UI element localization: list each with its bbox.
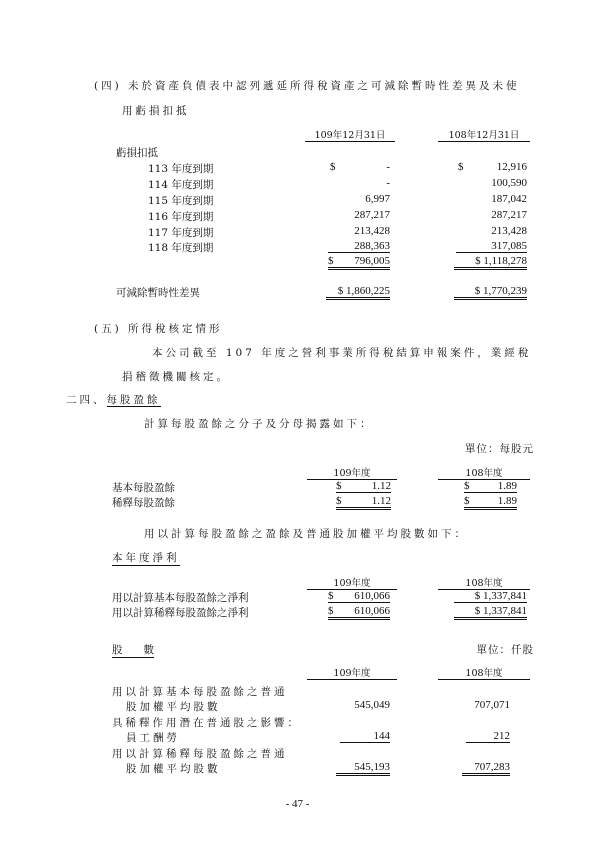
- basic-profit-2019: $ 1,337,841: [454, 590, 527, 603]
- basic-eps-2020: [336, 480, 391, 493]
- net-profit-title: 本年度淨利: [112, 552, 180, 564]
- dollar-sign: $: [336, 495, 342, 507]
- basic-shares-2019: 707,071: [474, 699, 510, 711]
- row-value-2019: 12,916: [496, 161, 527, 173]
- basic-shares-2020: 545,049: [354, 699, 390, 711]
- row-value-2020: -: [386, 177, 390, 189]
- diluted-profit-2020: [328, 605, 390, 620]
- unit-thousand-shares: 單位：仟股: [476, 644, 534, 656]
- section-5-para-line2: 捐稽徵機關核定。: [122, 371, 230, 383]
- eps-intro-2: 用以計算每股盈餘之盈餘及普通股加權平均股數如下：: [144, 528, 468, 540]
- diluted-profit-value-2020: 610,066: [354, 605, 390, 617]
- subtotal-value-2020: 796,005: [354, 255, 390, 267]
- dilutive-effect-label: 具稀釋作用潛在普通股之影響：: [112, 717, 301, 729]
- basic-eps-2019: [464, 480, 517, 493]
- col-header-2020: 109年度: [307, 575, 397, 590]
- basic-eps-value-2020: 1.12: [371, 480, 391, 492]
- section-5-title: (五) 所得稅核定情形: [94, 323, 223, 335]
- basic-eps-value-2019: 1.89: [497, 480, 517, 492]
- section-5-para-line1: 本公司截至 107 年度之營利事業所得稅結算申報案件，業經稅: [152, 347, 532, 359]
- diluted-shares-label-line1: 用以計算稀釋每股盈餘之普通: [112, 748, 288, 760]
- unit-per-share: 單位：每股元: [465, 443, 534, 455]
- diluted-eps-2019: [464, 495, 517, 510]
- employee-compensation-2020: 144: [340, 730, 390, 743]
- deductible-2019: $ 1,770,239: [454, 285, 527, 300]
- section-24-heading: [66, 392, 161, 407]
- dollar-sign: $: [464, 495, 470, 507]
- section-24-title: 每股盈餘: [106, 394, 161, 406]
- row-value-2019: 213,428: [491, 225, 527, 237]
- col-header-2019: 108年度: [438, 575, 530, 590]
- row-value-2019: 287,217: [491, 209, 527, 221]
- subtotal-2019: $ 1,118,278: [454, 255, 527, 270]
- row-value-2019: 187,042: [491, 193, 527, 205]
- row-value-2020: -: [386, 161, 390, 173]
- basic-profit-value-2020: 610,066: [354, 590, 390, 602]
- col-header-2020: 109年度: [307, 465, 397, 480]
- row-label: 114 年度到期: [148, 179, 214, 191]
- row-value-2019: 100,590: [491, 177, 527, 189]
- diluted-shares-2019: 707,283: [462, 761, 510, 776]
- col-header-2019: 108年12月31日: [438, 127, 530, 142]
- section-4-title-line1: (四) 未於資產負債表中認列遞延所得稅資產之可減除暫時性差異及未使: [94, 80, 520, 92]
- dollar-sign: $: [328, 590, 334, 602]
- diluted-eps-value-2019: 1.89: [497, 495, 517, 507]
- section-24-prefix: 二四、: [66, 394, 107, 406]
- eps-intro: 計算每股盈餘之分子及分母揭露如下：: [144, 418, 374, 430]
- subtotal-2020: [328, 255, 390, 270]
- dollar-sign: $: [336, 480, 342, 492]
- basic-profit-label: 用以計算基本每股盈餘之淨利: [112, 592, 249, 604]
- diluted-shares-2020: 545,193: [336, 761, 390, 776]
- shares-title: 股 數: [112, 644, 154, 656]
- loss-carryforward-label: 虧損扣抵: [116, 147, 158, 159]
- row-value-2020: 288,363: [328, 240, 390, 253]
- row-value-2020: 6,997: [365, 193, 390, 205]
- row-label: 116 年度到期: [148, 211, 214, 223]
- employee-compensation-2019: 212: [466, 730, 510, 743]
- diluted-eps-2020: [336, 495, 391, 510]
- diluted-profit-label: 用以計算稀釋每股盈餘之淨利: [112, 607, 249, 619]
- dollar-sign: $: [464, 480, 470, 492]
- basic-shares-label-line2: 股加權平均股數: [126, 701, 221, 713]
- diluted-eps-value-2020: 1.12: [371, 495, 391, 507]
- diluted-shares-label-line2: 股加權平均股數: [126, 763, 221, 775]
- basic-eps-label: 基本每股盈餘: [112, 482, 175, 494]
- col-header-2019: 108年度: [438, 465, 530, 480]
- diluted-eps-label: 稀釋每股盈餘: [112, 497, 175, 509]
- col-header-2020: 109年度: [307, 665, 397, 680]
- section-4-title-line2: 用虧損扣抵: [122, 105, 190, 117]
- dollar-sign: $: [328, 255, 334, 267]
- diluted-profit-2019: $ 1,337,841: [454, 605, 527, 620]
- dollar-sign: $: [328, 605, 334, 617]
- employee-compensation-label: 員工酬勞: [126, 732, 180, 744]
- row-value-2020: 213,428: [354, 225, 390, 237]
- basic-profit-2020: [328, 590, 390, 603]
- col-header-2020: 109年12月31日: [305, 127, 395, 142]
- row-value-2019: 317,085: [456, 240, 527, 253]
- dollar-sign: $: [458, 161, 464, 173]
- row-label: 118 年度到期: [148, 242, 214, 254]
- row-value-2020: 287,217: [354, 209, 390, 221]
- row-label: 117 年度到期: [148, 227, 214, 239]
- dollar-sign: $: [330, 161, 336, 173]
- row-label: 115 年度到期: [148, 195, 214, 207]
- col-header-2019: 108年度: [438, 665, 530, 680]
- basic-shares-label-line1: 用以計算基本每股盈餘之普通: [112, 686, 288, 698]
- row-label: 113 年度到期: [148, 163, 214, 175]
- page-number: - 47 -: [285, 798, 310, 810]
- deductible-2020: $ 1,860,225: [326, 285, 390, 300]
- deductible-diff-label: 可減除暫時性差異: [116, 287, 200, 299]
